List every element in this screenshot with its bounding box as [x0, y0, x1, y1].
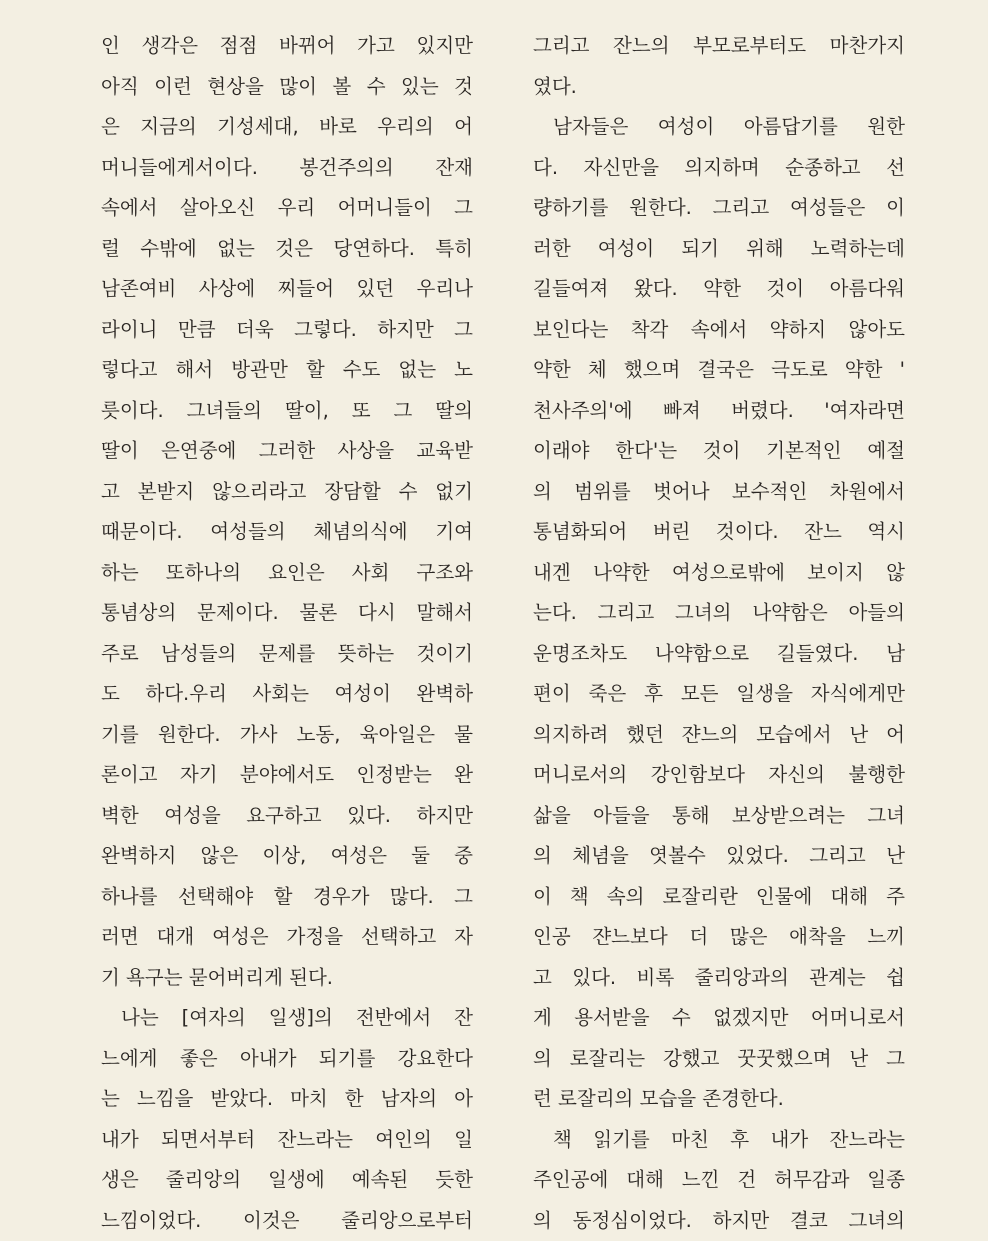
text-line: 길들여져 왔다. 약한 것이 아름다워: [533, 269, 905, 310]
text-line: 보인다는 착각 속에서 약하지 않아도: [533, 310, 905, 351]
text-line: 론이고 자기 분야에서도 인정받는 완: [101, 755, 473, 796]
text-line: 벽한 여성을 요구하고 있다. 하지만: [101, 796, 473, 837]
text-line: 량하기를 원한다. 그리고 여성들은 이: [533, 188, 905, 229]
text-line: 도 하다.우리 사회는 여성이 완벽하: [101, 674, 473, 715]
text-line: 그리고 잔느의 부모로부터도 마찬가지: [533, 26, 905, 67]
text-line: 속에서 살아오신 우리 어머니들이 그: [101, 188, 473, 229]
text-line: 인 생각은 점점 바뀌어 가고 있지만: [101, 26, 473, 67]
text-line: 천사주의'에 빠져 버렸다. '여자라면: [533, 391, 905, 432]
text-line: 게 용서받을 수 없겠지만 어머니로서: [533, 998, 905, 1039]
left-column: [101, 26, 473, 1241]
text-line: 다. 자신만을 의지하며 순종하고 선: [533, 148, 905, 189]
text-line: 는 느낌을 받았다. 마치 한 남자의 아: [101, 1079, 473, 1120]
text-line: 머니로서의 강인함보다 자신의 불행한: [533, 755, 905, 796]
paragraph-start-line: 나는 [여자의 일생]의 전반에서 잔: [101, 998, 473, 1039]
text-line: 삶을 아들을 통해 보상받으려는 그녀: [533, 796, 905, 837]
text-line: 딸이 은연중에 그러한 사상을 교육받: [101, 431, 473, 472]
text-line: 내겐 나약한 여성으로밖에 보이지 않: [533, 553, 905, 594]
text-line: 하는 또하나의 요인은 사회 구조와: [101, 553, 473, 594]
text-line: 통념상의 문제이다. 물론 다시 말해서: [101, 593, 473, 634]
text-line: 의 체념을 엿볼수 있었다. 그리고 난: [533, 836, 905, 877]
text-line: 머니들에게서이다. 봉건주의의 잔재: [101, 148, 473, 189]
text-line: 완벽하지 않은 이상, 여성은 둘 중: [101, 836, 473, 877]
text-line: 통념화되어 버린 것이다. 잔느 역시: [533, 512, 905, 553]
text-line: 렇다고 해서 방관만 할 수도 없는 노: [101, 350, 473, 391]
text-line: 하나를 선택해야 할 경우가 많다. 그: [101, 877, 473, 918]
text-line: 러한 여성이 되기 위해 노력하는데: [533, 229, 905, 270]
text-line: 주인공에 대해 느낀 건 허무감과 일종: [533, 1160, 905, 1201]
text-line: 내가 되면서부터 잔느라는 여인의 일: [101, 1120, 473, 1161]
text-line: 고 본받지 않으리라고 장담할 수 없기: [101, 472, 473, 513]
paragraph-end-line: 런 로잘리의 모습을 존경한다.: [533, 1079, 905, 1120]
paragraph-start-line: 책 읽기를 마친 후 내가 잔느라는: [533, 1120, 905, 1161]
text-line: 은 지금의 기성세대, 바로 우리의 어: [101, 107, 473, 148]
text-line: 이래야 한다'는 것이 기본적인 예절: [533, 431, 905, 472]
text-line: 의 로잘리는 강했고 꿋꿋했으며 난 그: [533, 1039, 905, 1080]
text-line: 릇이다. 그녀들의 딸이, 또 그 딸의: [101, 391, 473, 432]
right-column: [533, 26, 905, 1241]
text-line: 아직 이런 현상을 많이 볼 수 있는 것: [101, 67, 473, 108]
text-line: 의지하려 했던 쟌느의 모습에서 난 어: [533, 715, 905, 756]
text-line: 고 있다. 비록 줄리앙과의 관계는 쉽: [533, 958, 905, 999]
text-line: 는다. 그리고 그녀의 나약함은 아들의: [533, 593, 905, 634]
text-line: 의 동정심이었다. 하지만 결코 그녀의: [533, 1201, 905, 1241]
text-line: 럴 수밖에 없는 것은 당연하다. 특히: [101, 229, 473, 270]
text-line: 생은 줄리앙의 일생에 예속된 듯한: [101, 1160, 473, 1201]
text-line: 느낌이었다. 이것은 줄리앙으로부터: [101, 1201, 473, 1241]
paragraph-end-line: 기 욕구는 묻어버리게 된다.: [101, 958, 473, 999]
text-line: 약한 체 했으며 결국은 극도로 약한 ': [533, 350, 905, 391]
text-line: 의 범위를 벗어나 보수적인 차원에서: [533, 472, 905, 513]
text-line: 러면 대개 여성은 가정을 선택하고 자: [101, 917, 473, 958]
text-line: 때문이다. 여성들의 체념의식에 기여: [101, 512, 473, 553]
text-line: 주로 남성들의 문제를 뜻하는 것이기: [101, 634, 473, 675]
paragraph-end-line: 였다.: [533, 67, 905, 108]
text-line: 남존여비 사상에 찌들어 있던 우리나: [101, 269, 473, 310]
text-line: 기를 원한다. 가사 노동, 육아일은 물: [101, 715, 473, 756]
text-line: 라이니 만큼 더욱 그렇다. 하지만 그: [101, 310, 473, 351]
text-line: 느에게 좋은 아내가 되기를 강요한다: [101, 1039, 473, 1080]
text-line: 운명조차도 나약함으로 길들였다. 남: [533, 634, 905, 675]
text-line: 이 책 속의 로잘리란 인물에 대해 주: [533, 877, 905, 918]
paragraph-start-line: 남자들은 여성이 아름답기를 원한: [533, 107, 905, 148]
text-line: 인공 쟌느보다 더 많은 애착을 느끼: [533, 917, 905, 958]
text-line: 편이 죽은 후 모든 일생을 자식에게만: [533, 674, 905, 715]
